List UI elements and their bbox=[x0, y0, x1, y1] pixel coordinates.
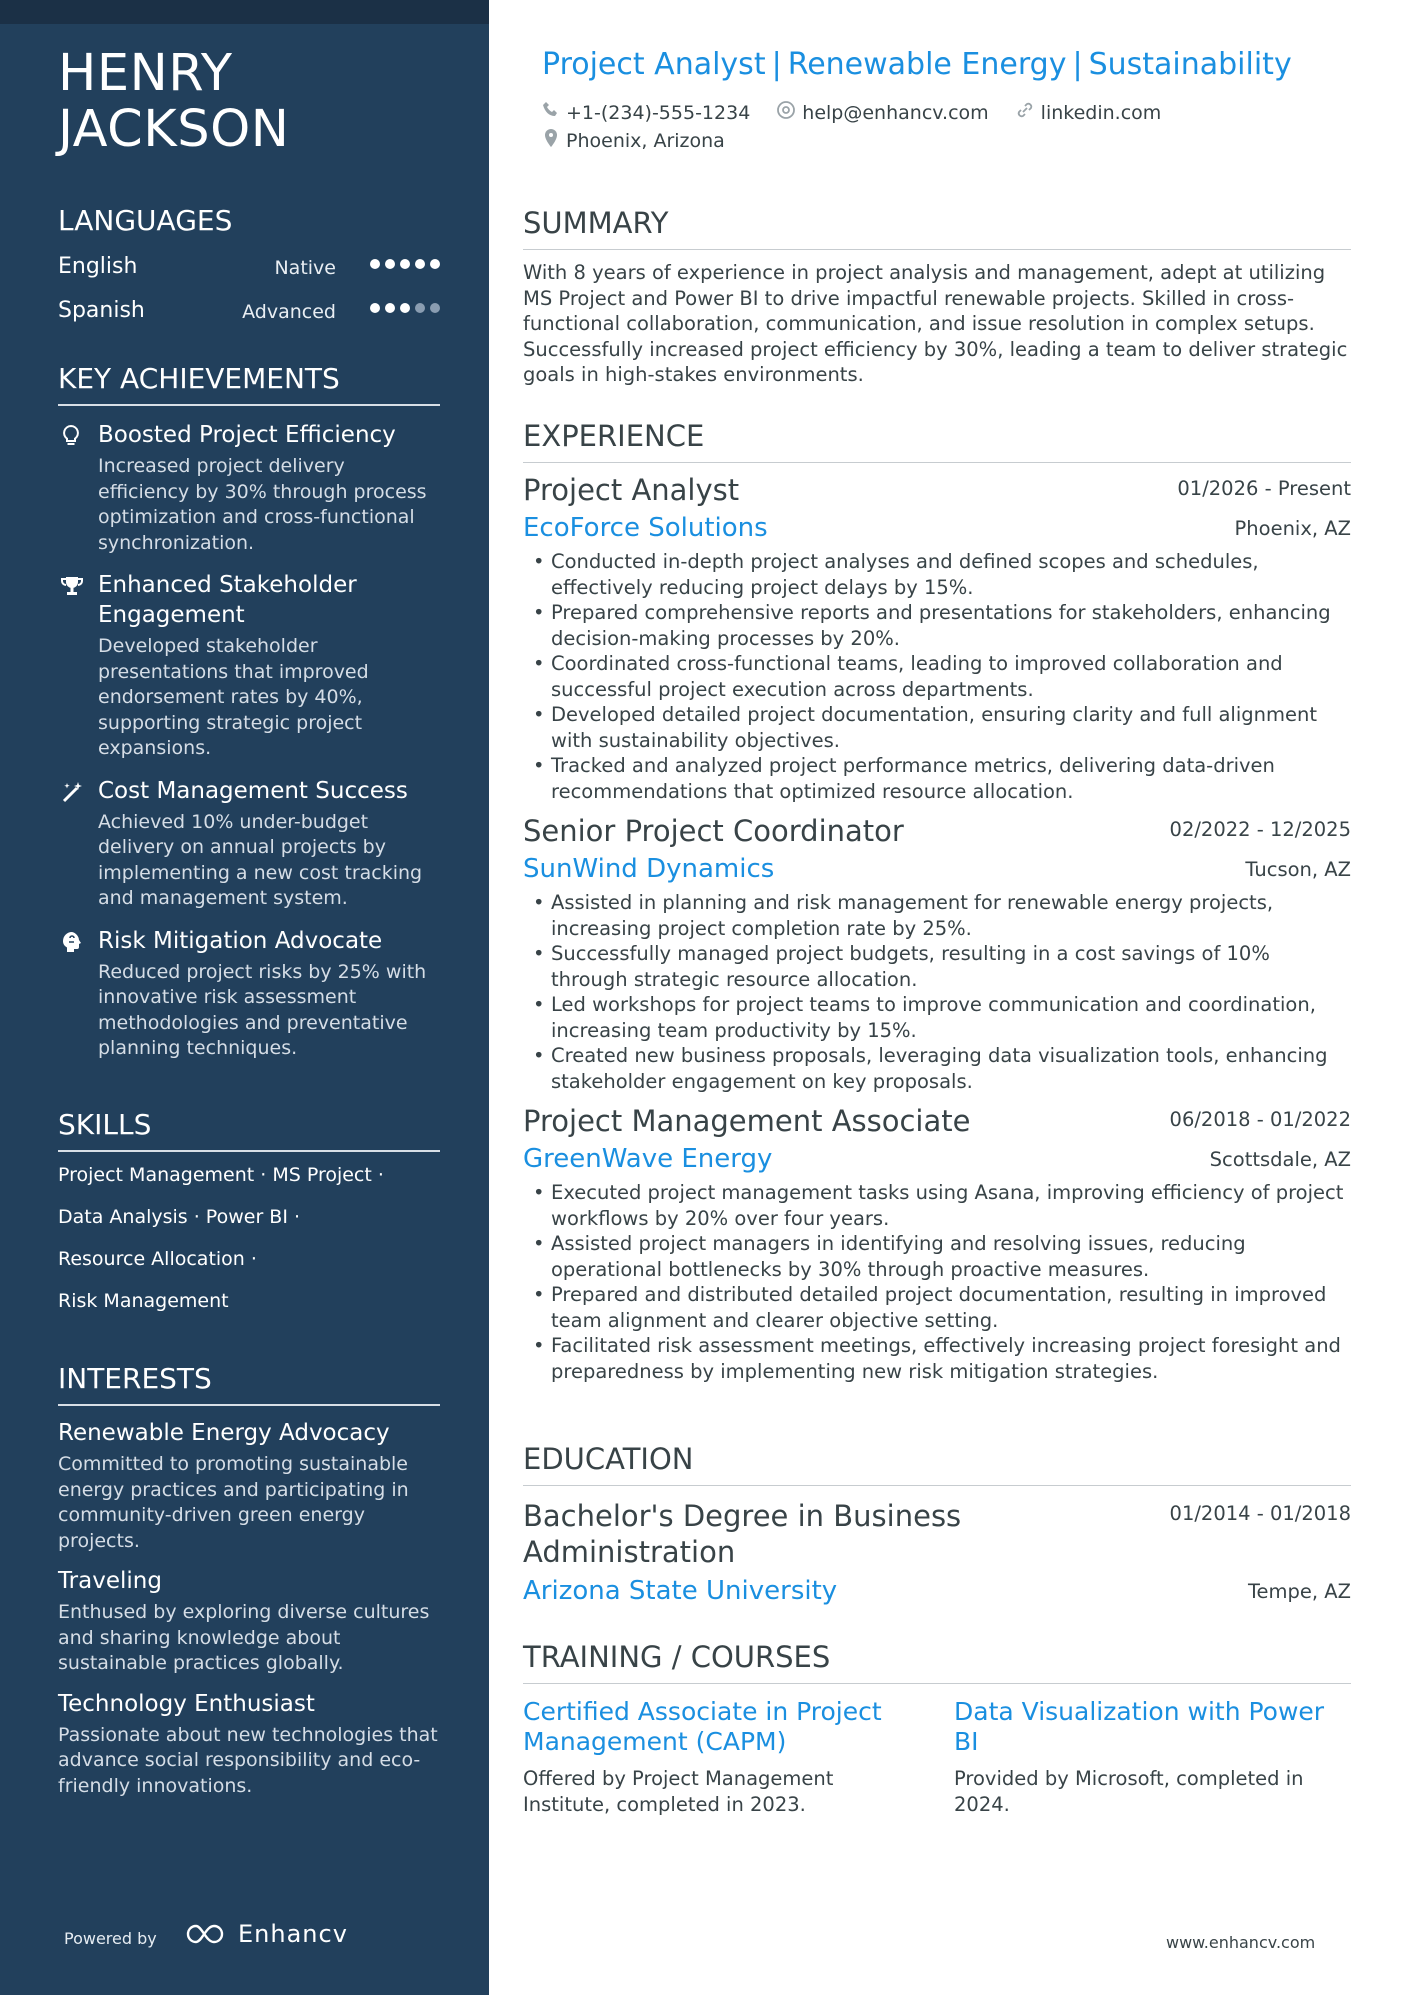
course-description: Provided by Microsoft, completed in 2024. bbox=[954, 1767, 1304, 1816]
skill-line: Resource Allocation · bbox=[58, 1248, 257, 1270]
interest-item bbox=[58, 1566, 440, 1677]
interest-title: Renewable Energy Advocacy bbox=[58, 1420, 390, 1446]
achievement-title: Cost Management Success bbox=[98, 777, 408, 804]
job-location: Tucson, AZ bbox=[1245, 858, 1351, 881]
company-name[interactable]: EcoForce Solutions bbox=[523, 513, 768, 543]
bullet-item: • Facilitated risk assessment meetings, effectively increasing project foresight and preparedness by implementing new risk mitigation strategies. bbox=[523, 1333, 1351, 1384]
sidebar bbox=[0, 0, 489, 1995]
sidebar-top-band bbox=[0, 0, 489, 24]
logo-wordmark: Enhancv bbox=[238, 1920, 348, 1948]
bullet-item: • Created new business proposals, leveraging data visualization tools, enhancing stakeholder engagement on key proposals. bbox=[523, 1043, 1351, 1094]
achievement-title: Enhanced Stakeholder Engagement bbox=[98, 572, 357, 628]
language-row bbox=[58, 290, 440, 334]
company-name[interactable]: GreenWave Energy bbox=[523, 1144, 773, 1174]
skills-heading: SKILLS bbox=[58, 1107, 440, 1152]
interests-heading: INTERESTS bbox=[58, 1361, 440, 1406]
phone-icon bbox=[542, 101, 560, 124]
language-name: Spanish bbox=[58, 298, 145, 323]
candidate-name bbox=[58, 46, 289, 158]
interests-section bbox=[58, 1361, 440, 1799]
summary-text: With 8 years of experience in project analysis and management, adept at utilizing MS Project and Power BI to drive impactful renewable projects. Skilled in cross-functional collaboration, communication, and issue resolution in complex setups. Successfully increased project efficiency by 30%, leading a team to deliver strategic goals in high-stakes environments. bbox=[523, 261, 1348, 386]
interest-description: Enthused by exploring diverse cultures and sharing knowledge about sustainable practices globally. bbox=[58, 1601, 430, 1674]
email-link[interactable]: help@enhancv.com bbox=[802, 101, 989, 124]
degree-title: Bachelor's Degree in Business Administration bbox=[523, 1499, 962, 1569]
course-title[interactable]: Data Visualization with Power BI bbox=[954, 1697, 1325, 1756]
dot-filled bbox=[370, 303, 380, 313]
dot-empty bbox=[415, 303, 425, 313]
lightbulb-icon bbox=[60, 424, 84, 448]
location-row bbox=[542, 128, 725, 153]
language-proficiency-dots bbox=[370, 259, 440, 269]
bullet-item: • Assisted in planning and risk management for renewable energy projects, increasing project completion rate by 25%. bbox=[523, 890, 1351, 941]
languages-heading: LANGUAGES bbox=[58, 204, 233, 237]
tagline-part: Project Analyst bbox=[542, 47, 766, 82]
experience-heading: EXPERIENCE bbox=[523, 418, 1351, 463]
skills-section bbox=[58, 1107, 440, 1322]
interest-item bbox=[58, 1689, 440, 1800]
trophy-icon bbox=[60, 574, 84, 598]
brain-icon bbox=[60, 930, 84, 954]
first-name: HENRY bbox=[58, 44, 233, 103]
interest-title: Traveling bbox=[58, 1568, 162, 1594]
company-name[interactable]: SunWind Dynamics bbox=[523, 854, 775, 884]
powered-by-label: Powered by bbox=[64, 1929, 157, 1948]
achievement-item bbox=[58, 776, 440, 912]
language-name: English bbox=[58, 254, 138, 279]
email-icon bbox=[776, 100, 796, 125]
bullet-item: • Conducted in-depth project analyses and defined scopes and schedules, effectively reducing project delays by 15%. bbox=[523, 549, 1351, 600]
job-entry bbox=[523, 1104, 1351, 1384]
summary-heading: SUMMARY bbox=[523, 205, 1351, 250]
achievement-item bbox=[58, 570, 440, 762]
skill-line: Data Analysis · Power BI · bbox=[58, 1206, 301, 1228]
contact-row bbox=[542, 100, 1161, 125]
interest-description: Committed to promoting sustainable energy practices and participating in community-driven green energy projects. bbox=[58, 1453, 409, 1552]
job-dates: 02/2022 - 12/2025 bbox=[1169, 818, 1351, 841]
job-entry bbox=[523, 814, 1351, 1094]
dot-filled bbox=[385, 259, 395, 269]
summary-section bbox=[523, 205, 1351, 388]
job-title: Senior Project Coordinator bbox=[523, 814, 904, 848]
job-bullets bbox=[523, 549, 1351, 804]
training-section bbox=[523, 1639, 1351, 1684]
headline-tagline bbox=[542, 47, 1292, 82]
job-title: Project Analyst bbox=[523, 473, 740, 507]
phone-number[interactable]: +1-(234)-555-1234 bbox=[566, 101, 751, 124]
education-section bbox=[523, 1441, 1351, 1606]
job-location: Scottsdale, AZ bbox=[1209, 1148, 1351, 1171]
bullet-item: • Led workshops for project teams to improve communication and coordination, increasing team productivity by 15%. bbox=[523, 992, 1351, 1043]
skill-line: Project Management · MS Project · bbox=[58, 1164, 384, 1186]
job-entry bbox=[523, 473, 1351, 804]
dot-filled bbox=[430, 259, 440, 269]
dot-filled bbox=[370, 259, 380, 269]
link-icon bbox=[1015, 100, 1035, 125]
achievements-section bbox=[58, 361, 440, 1062]
job-dates: 01/2026 - Present bbox=[1177, 477, 1351, 500]
experience-section bbox=[523, 418, 1351, 1384]
language-row bbox=[58, 246, 440, 290]
education-entry bbox=[523, 1498, 1351, 1606]
achievement-item bbox=[58, 420, 440, 556]
dot-filled bbox=[415, 259, 425, 269]
bullet-item: • Tracked and analyzed project performance metrics, delivering data-driven recommendations that optimized resource allocation. bbox=[523, 753, 1351, 804]
interest-item bbox=[58, 1418, 440, 1554]
course-title[interactable]: Certified Associate in Project Management (CAPM) bbox=[523, 1697, 882, 1756]
education-heading: EDUCATION bbox=[523, 1441, 1351, 1486]
bullet-item: • Successfully managed project budgets, resulting in a cost savings of 10% through strategic resource allocation. bbox=[523, 941, 1351, 992]
magic-wand-icon bbox=[60, 780, 84, 804]
dot-empty bbox=[430, 303, 440, 313]
tagline-separator: | bbox=[1072, 47, 1083, 82]
location-text: Phoenix, Arizona bbox=[566, 129, 725, 152]
languages-section bbox=[58, 203, 440, 334]
education-dates: 01/2014 - 01/2018 bbox=[1169, 1502, 1351, 1525]
training-heading: TRAINING / COURSES bbox=[523, 1639, 1351, 1684]
enhancv-logo[interactable] bbox=[184, 1918, 348, 1950]
infinity-icon bbox=[184, 1922, 230, 1946]
skills-list bbox=[58, 1154, 440, 1322]
location-pin-icon bbox=[542, 128, 560, 153]
achievement-title: Boosted Project Efficiency bbox=[98, 422, 396, 448]
achievement-description: Achieved 10% under-budget delivery on annual projects by implementing a new cost tracking and management system. bbox=[98, 810, 423, 909]
skill-line: Risk Management bbox=[58, 1290, 229, 1312]
job-dates: 06/2018 - 01/2022 bbox=[1169, 1108, 1351, 1131]
education-location: Tempe, AZ bbox=[1247, 1580, 1351, 1603]
course-item bbox=[523, 1697, 903, 1817]
bullet-item: • Prepared comprehensive reports and presentations for stakeholders, enhancing decision-making processes by 20%. bbox=[523, 600, 1351, 651]
job-bullets bbox=[523, 890, 1351, 1094]
bullet-item: • Prepared and distributed detailed project documentation, resulting in improved team alignment and clearer objective setting. bbox=[523, 1282, 1351, 1333]
bullet-item: • Coordinated cross-functional teams, leading to improved collaboration and successful project execution across departments. bbox=[523, 651, 1351, 702]
language-level: Native bbox=[274, 257, 336, 279]
achievement-item bbox=[58, 926, 440, 1062]
bullet-item: • Developed detailed project documentation, ensuring clarity and full alignment with sustainability objectives. bbox=[523, 702, 1351, 753]
linkedin-link[interactable]: linkedin.com bbox=[1040, 101, 1162, 124]
course-description: Offered by Project Management Institute, completed in 2023. bbox=[523, 1767, 834, 1816]
dot-filled bbox=[400, 303, 410, 313]
achievement-title: Risk Mitigation Advocate bbox=[98, 927, 383, 954]
course-item bbox=[954, 1697, 1334, 1817]
achievements-heading: KEY ACHIEVEMENTS bbox=[58, 361, 440, 406]
language-proficiency-dots bbox=[370, 303, 440, 313]
bullet-item: • Executed project management tasks using Asana, improving efficiency of project workflows by 20% over four years. bbox=[523, 1180, 1351, 1231]
interest-description: Passionate about new technologies that advance social responsibility and eco-friendly innovations. bbox=[58, 1723, 438, 1797]
job-location: Phoenix, AZ bbox=[1234, 517, 1351, 540]
job-bullets bbox=[523, 1180, 1351, 1384]
last-name: JACKSON bbox=[58, 100, 290, 159]
achievement-description: Increased project delivery efficiency by 30% through process optimization and cross-functional synchronization. bbox=[98, 455, 427, 554]
school-name[interactable]: Arizona State University bbox=[523, 1576, 838, 1606]
achievement-description: Developed stakeholder presentations that improved endorsement rates by 40%, supporting strategic project expansions. bbox=[98, 635, 369, 759]
achievement-description: Reduced project risks by 25% with innovative risk assessment methodologies and preventative planning techniques. bbox=[98, 960, 427, 1059]
footer-url[interactable]: www.enhancv.com bbox=[1166, 1933, 1316, 1952]
job-title: Project Management Associate bbox=[523, 1104, 971, 1138]
dot-filled bbox=[400, 259, 410, 269]
tagline-separator: | bbox=[771, 47, 782, 82]
tagline-part: Sustainability bbox=[1088, 47, 1292, 82]
bullet-item: • Assisted project managers in identifying and resolving issues, reducing operational bottlenecks by 30% through proactive measures. bbox=[523, 1231, 1351, 1282]
interest-title: Technology Enthusiast bbox=[58, 1690, 315, 1717]
dot-filled bbox=[385, 303, 395, 313]
tagline-part: Renewable Energy bbox=[787, 47, 1067, 82]
language-level: Advanced bbox=[242, 301, 336, 323]
